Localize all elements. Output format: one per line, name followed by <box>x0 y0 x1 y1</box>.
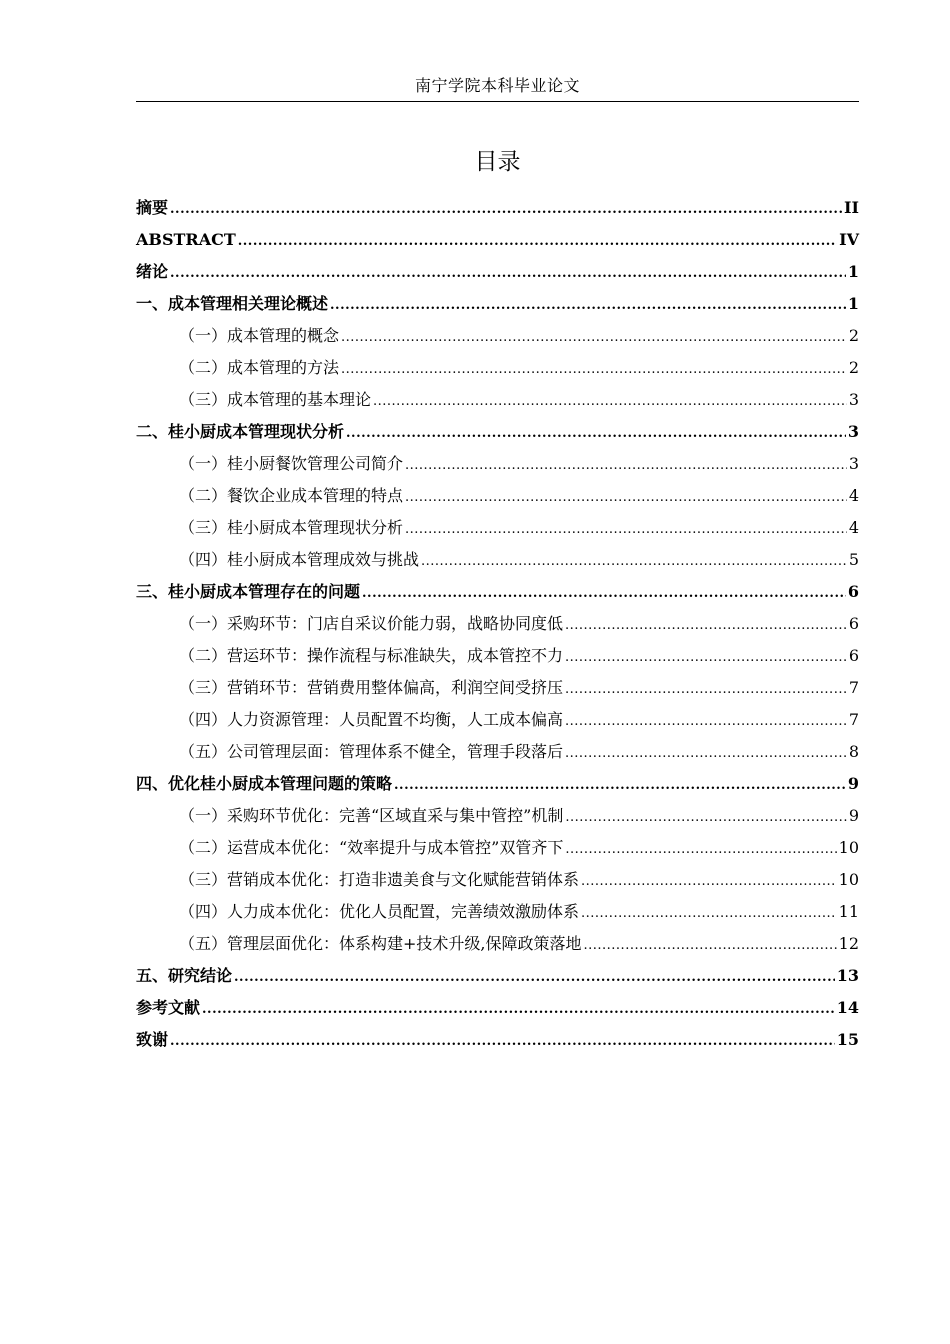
toc-entry-title: ABSTRACT <box>136 230 236 249</box>
toc-entry-page: II <box>844 198 859 217</box>
toc-entry[interactable] <box>136 896 859 928</box>
toc-entry-page: 6 <box>847 582 859 601</box>
toc-entry[interactable] <box>136 256 859 288</box>
toc-entry-page: 13 <box>836 966 859 985</box>
toc-entry-page: 3 <box>848 390 859 409</box>
toc-entry-title: （三）成本管理的基本理论 <box>179 390 372 409</box>
dot-leader <box>170 1026 835 1058</box>
toc-entry-page: 11 <box>838 902 859 921</box>
toc-entry-title: 一、成本管理相关理论概述 <box>136 294 329 313</box>
toc-entry-page: 6 <box>848 614 859 633</box>
dot-leader <box>394 770 846 802</box>
toc-entry-title: 致谢 <box>136 1030 169 1049</box>
toc-entry-title: （一）采购环节优化：完善“区域直采与集中管控”机制 <box>179 806 564 825</box>
toc-entry-page: 9 <box>847 774 859 793</box>
toc-entry[interactable] <box>136 864 859 896</box>
toc-entry[interactable] <box>136 928 859 960</box>
toc-entry[interactable] <box>136 544 859 576</box>
toc-entry-page: 5 <box>848 550 859 569</box>
dot-leader <box>330 290 846 322</box>
dot-leader <box>405 482 847 514</box>
toc-entry-title: 参考文献 <box>136 998 201 1017</box>
toc-entry[interactable] <box>136 512 859 544</box>
dot-leader <box>238 226 837 258</box>
toc-entry-page: 7 <box>848 678 859 697</box>
toc-entry-title: （一）桂小厨餐饮管理公司简介 <box>179 454 404 473</box>
toc-entry[interactable] <box>136 192 859 224</box>
dot-leader <box>170 194 842 226</box>
toc-entry[interactable] <box>136 832 859 864</box>
toc-entry[interactable] <box>136 672 859 704</box>
toc-title: 目录 <box>474 149 521 175</box>
toc-entry[interactable] <box>136 736 859 768</box>
dot-leader <box>405 450 847 482</box>
toc-entry-title: 五、研究结论 <box>136 966 233 985</box>
toc-entry-page: IV <box>839 230 859 249</box>
toc-entry[interactable] <box>136 704 859 736</box>
dot-leader <box>565 738 847 770</box>
toc-entry-page: 10 <box>838 838 859 857</box>
toc-entry[interactable] <box>136 1024 859 1056</box>
toc-entry-title: （四）人力资源管理：人员配置不均衡，人工成本偏高 <box>179 710 564 729</box>
dot-leader <box>405 514 847 546</box>
page-header: 南宁学院本科毕业论文 <box>414 76 580 95</box>
dot-leader <box>346 418 846 450</box>
dot-leader <box>565 610 847 642</box>
toc-entry[interactable] <box>136 320 859 352</box>
toc-entry-title: （一）采购环节：门店自采议价能力弱，战略协同度低 <box>179 614 564 633</box>
toc-entry[interactable] <box>136 768 859 800</box>
toc-entry-title: （二）运营成本优化：“效率提升与成本管控”双管齐下 <box>179 838 564 857</box>
toc-entry-title: （五）公司管理层面：管理体系不健全，管理手段落后 <box>179 742 564 761</box>
dot-leader <box>341 322 847 354</box>
toc-entry[interactable] <box>136 480 859 512</box>
toc-entry[interactable] <box>136 448 859 480</box>
dot-leader <box>421 546 847 578</box>
toc-entry-title: 绪论 <box>136 262 169 281</box>
toc-entry-title: 三、桂小厨成本管理存在的问题 <box>136 582 361 601</box>
toc-entry-page: 2 <box>848 326 859 345</box>
header-rule <box>136 101 859 102</box>
dot-leader <box>362 578 846 610</box>
toc-entry-title: （一）成本管理的概念 <box>179 326 340 345</box>
toc-entry-page: 6 <box>848 646 859 665</box>
dot-leader <box>373 386 847 418</box>
toc-entry-title: （二）餐饮企业成本管理的特点 <box>179 486 404 505</box>
toc-entry[interactable] <box>136 352 859 384</box>
toc-entry-page: 1 <box>847 262 859 281</box>
toc-entry[interactable] <box>136 576 859 608</box>
toc-entry[interactable] <box>136 288 859 320</box>
toc-entry[interactable] <box>136 384 859 416</box>
toc-entry-page: 12 <box>838 934 859 953</box>
dot-leader <box>234 962 835 994</box>
table-of-contents <box>136 192 859 1056</box>
toc-entry[interactable] <box>136 608 859 640</box>
toc-entry-page: 1 <box>847 294 859 313</box>
toc-entry-title: （三）营销环节：营销费用整体偏高，利润空间受挤压 <box>179 678 564 697</box>
toc-entry[interactable] <box>136 416 859 448</box>
dot-leader <box>584 930 837 962</box>
toc-entry-page: 4 <box>848 518 859 537</box>
dot-leader <box>581 898 837 930</box>
dot-leader <box>565 706 847 738</box>
toc-entry-page: 3 <box>848 454 859 473</box>
toc-entry-title: 摘要 <box>136 198 169 217</box>
dot-leader <box>565 642 847 674</box>
toc-entry-title: （二）成本管理的方法 <box>179 358 340 377</box>
toc-entry-title: （五）管理层面优化：体系构建+技术升级,保障政策落地 <box>179 934 582 953</box>
toc-entry-title: 二、桂小厨成本管理现状分析 <box>136 422 345 441</box>
toc-entry-page: 8 <box>848 742 859 761</box>
dot-leader <box>202 994 835 1026</box>
dot-leader <box>170 258 846 290</box>
toc-entry-page: 14 <box>836 998 859 1017</box>
toc-entry-page: 10 <box>838 870 859 889</box>
toc-entry[interactable] <box>136 800 859 832</box>
dot-leader <box>565 834 836 866</box>
dot-leader <box>581 866 837 898</box>
dot-leader <box>341 354 847 386</box>
toc-entry[interactable] <box>136 224 859 256</box>
toc-entry-page: 4 <box>848 486 859 505</box>
toc-entry-title: （三）桂小厨成本管理现状分析 <box>179 518 404 537</box>
dot-leader <box>565 674 847 706</box>
toc-entry-page: 15 <box>836 1030 859 1049</box>
toc-entry-title: （四）人力成本优化：优化人员配置，完善绩效激励体系 <box>179 902 580 921</box>
toc-entry-title: （四）桂小厨成本管理成效与挑战 <box>179 550 420 569</box>
toc-entry[interactable] <box>136 960 859 992</box>
toc-entry[interactable] <box>136 640 859 672</box>
toc-entry-page: 9 <box>848 806 859 825</box>
toc-entry-page: 7 <box>848 710 859 729</box>
dot-leader <box>565 802 846 834</box>
toc-entry-title: （三）营销成本优化：打造非遗美食与文化赋能营销体系 <box>179 870 580 889</box>
toc-entry[interactable] <box>136 992 859 1024</box>
toc-entry-page: 2 <box>848 358 859 377</box>
toc-entry-title: （二）营运环节：操作流程与标准缺失，成本管控不力 <box>179 646 564 665</box>
toc-entry-title: 四、优化桂小厨成本管理问题的策略 <box>136 774 393 793</box>
toc-entry-page: 3 <box>847 422 859 441</box>
